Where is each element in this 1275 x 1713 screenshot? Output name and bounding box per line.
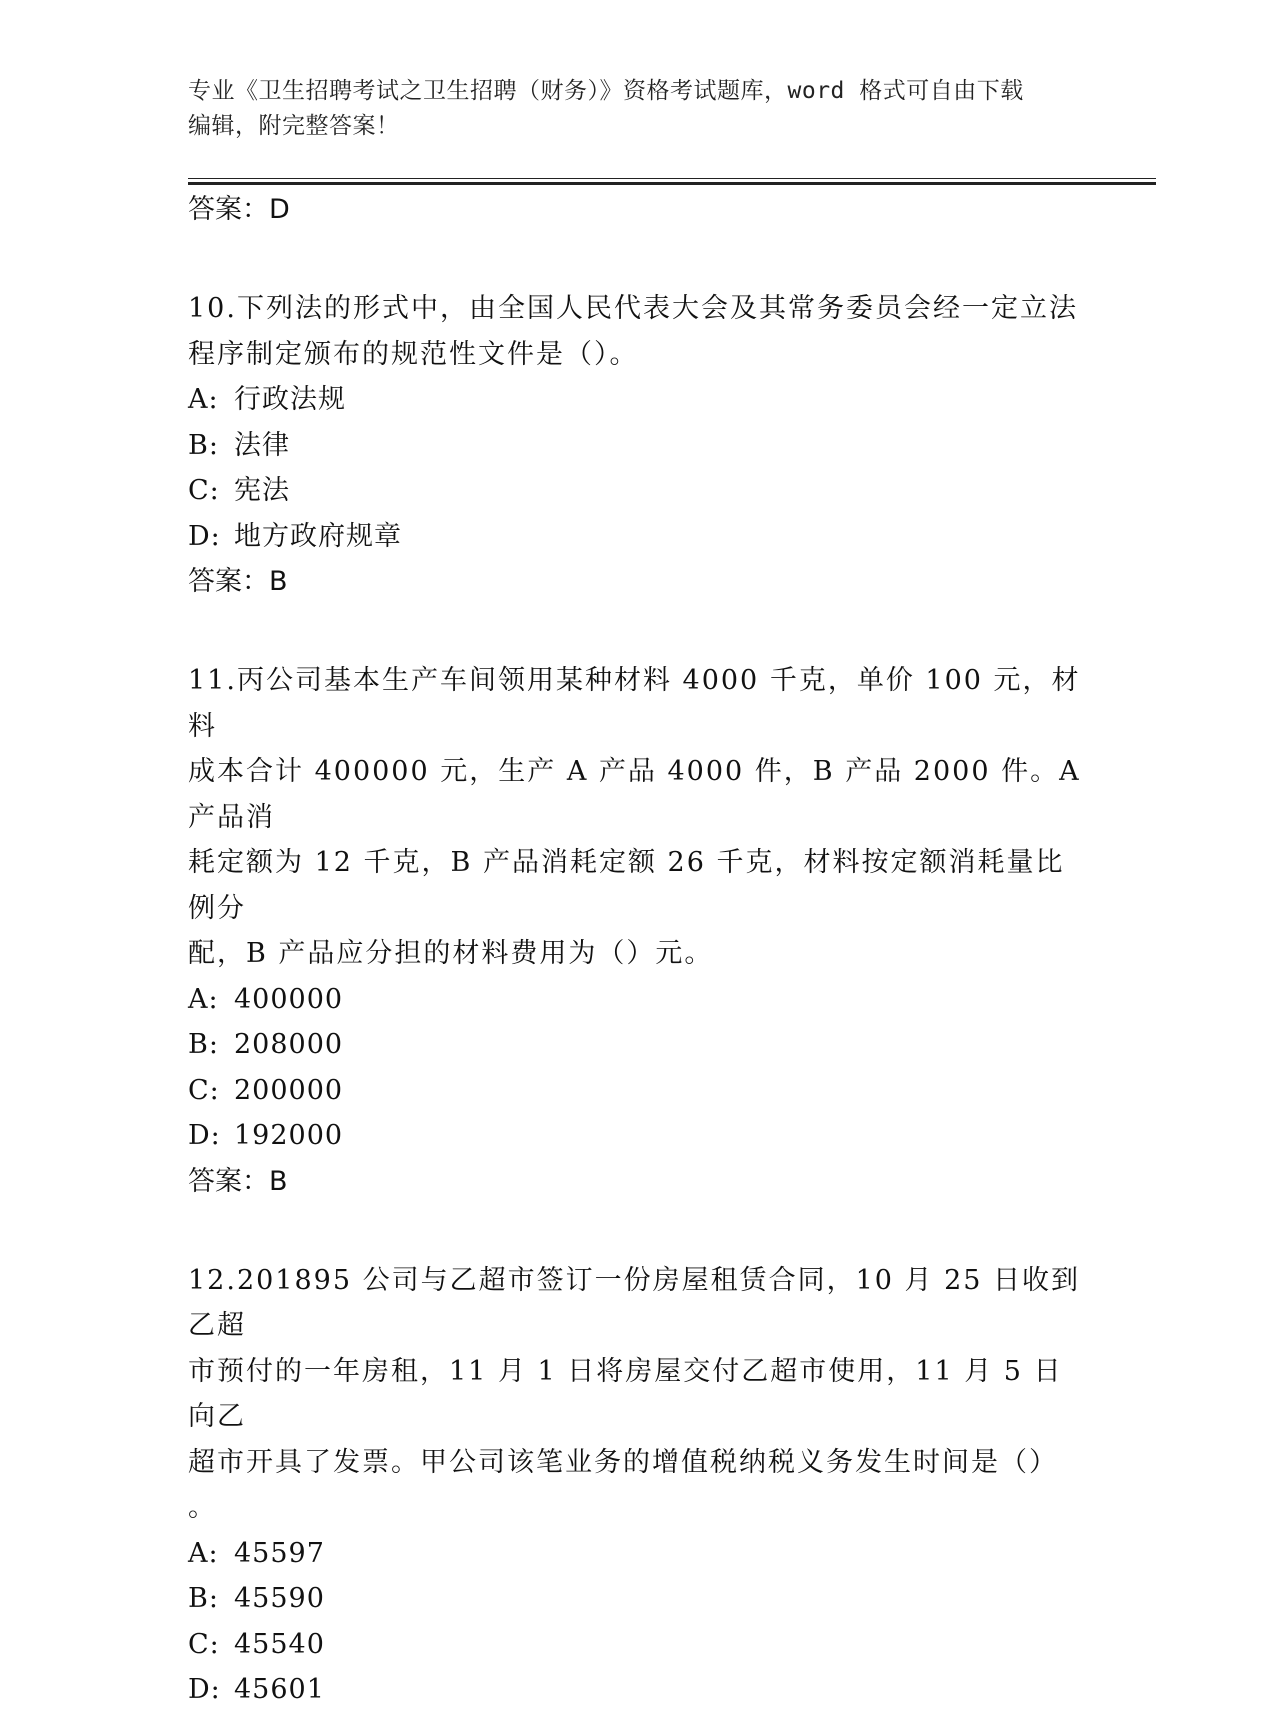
option-text: 192000 <box>234 1120 344 1151</box>
question-stem-line: 配，B 产品应分担的材料费用为（）元。 <box>188 938 714 969</box>
option-c <box>188 1622 1088 1668</box>
option-text: 400000 <box>234 983 344 1015</box>
question-stem-line: 11.丙公司基本生产车间领用某种材料 4000 千克，单价 100 元，材料 <box>188 665 1081 742</box>
question-stem-line: 。 <box>188 1492 217 1523</box>
option-key: B: <box>188 1583 219 1614</box>
option-key: C: <box>188 1074 220 1106</box>
option-key: B: <box>188 429 219 461</box>
question-11 <box>188 658 1088 1204</box>
option-key: A: <box>188 384 219 415</box>
option-text: 45601 <box>234 1674 325 1705</box>
option-text: 208000 <box>234 1029 344 1060</box>
header-line-2: 编辑，附完整答案！ <box>188 113 400 139</box>
option-d <box>188 514 1088 560</box>
option-key: A: <box>188 983 219 1015</box>
question-stem-line: 耗定额为 12 千克，B 产品消耗定额 26 千克，材料按定额消耗量比例分 <box>188 847 1065 924</box>
option-key: D: <box>188 1674 221 1705</box>
option-d <box>188 1667 1088 1713</box>
previous-answer: 答案：D <box>188 194 290 225</box>
option-text: 行政法规 <box>234 384 346 415</box>
option-key: B: <box>188 1029 219 1060</box>
header-rule-thick <box>188 182 1156 185</box>
option-text: 宪法 <box>234 475 290 506</box>
question-stem-line: 10.下列法的形式中，由全国人民代表大会及其常务委员会经一定立法 <box>188 293 1078 324</box>
question-stem-line: 市预付的一年房租，11 月 1 日将房屋交付乙超市使用，11 月 5 日向乙 <box>188 1355 1063 1432</box>
question-stem-line: 超市开具了发票。甲公司该笔业务的增值税纳税义务发生时间是（） <box>188 1446 1058 1478</box>
question-list <box>188 187 1088 1713</box>
option-key: A: <box>188 1537 219 1569</box>
option-text: 45590 <box>234 1583 325 1614</box>
option-b <box>188 1576 1088 1622</box>
option-text: 法律 <box>234 429 290 461</box>
option-c <box>188 1068 1088 1114</box>
document-header <box>188 74 1088 144</box>
option-a <box>188 1531 1088 1577</box>
question-12 <box>188 1258 1088 1713</box>
header-line-1: 专业《卫生招聘考试之卫生招聘（财务）》资格考试题库，word 格式可自由下载 <box>188 78 1024 104</box>
option-key: C: <box>188 1628 220 1660</box>
header-rule-thin <box>188 178 1156 179</box>
option-a <box>188 977 1088 1023</box>
option-key: C: <box>188 475 220 506</box>
question-stem-line: 成本合计 400000 元，生产 A 产品 4000 件，B 产品 2000 件。A 产品消 <box>188 756 1081 833</box>
option-key: D: <box>188 520 221 552</box>
question-answer: 答案：B <box>188 566 288 597</box>
option-b <box>188 1022 1088 1068</box>
option-text: 200000 <box>234 1074 344 1106</box>
option-b <box>188 423 1088 469</box>
question-10 <box>188 286 1088 604</box>
option-text: 45597 <box>234 1537 325 1569</box>
option-text: 45540 <box>234 1628 325 1660</box>
option-key: D: <box>188 1120 221 1151</box>
option-c <box>188 468 1088 514</box>
question-stem-line: 程序制定颁布的规范性文件是（）。 <box>188 338 639 370</box>
option-d <box>188 1113 1088 1159</box>
question-stem-line: 12.201895 公司与乙超市签订一份房屋租赁合同，10 月 25 日收到乙超 <box>188 1264 1081 1341</box>
option-a <box>188 377 1088 423</box>
option-text: 地方政府规章 <box>234 520 402 552</box>
question-answer: 答案：B <box>188 1165 288 1197</box>
